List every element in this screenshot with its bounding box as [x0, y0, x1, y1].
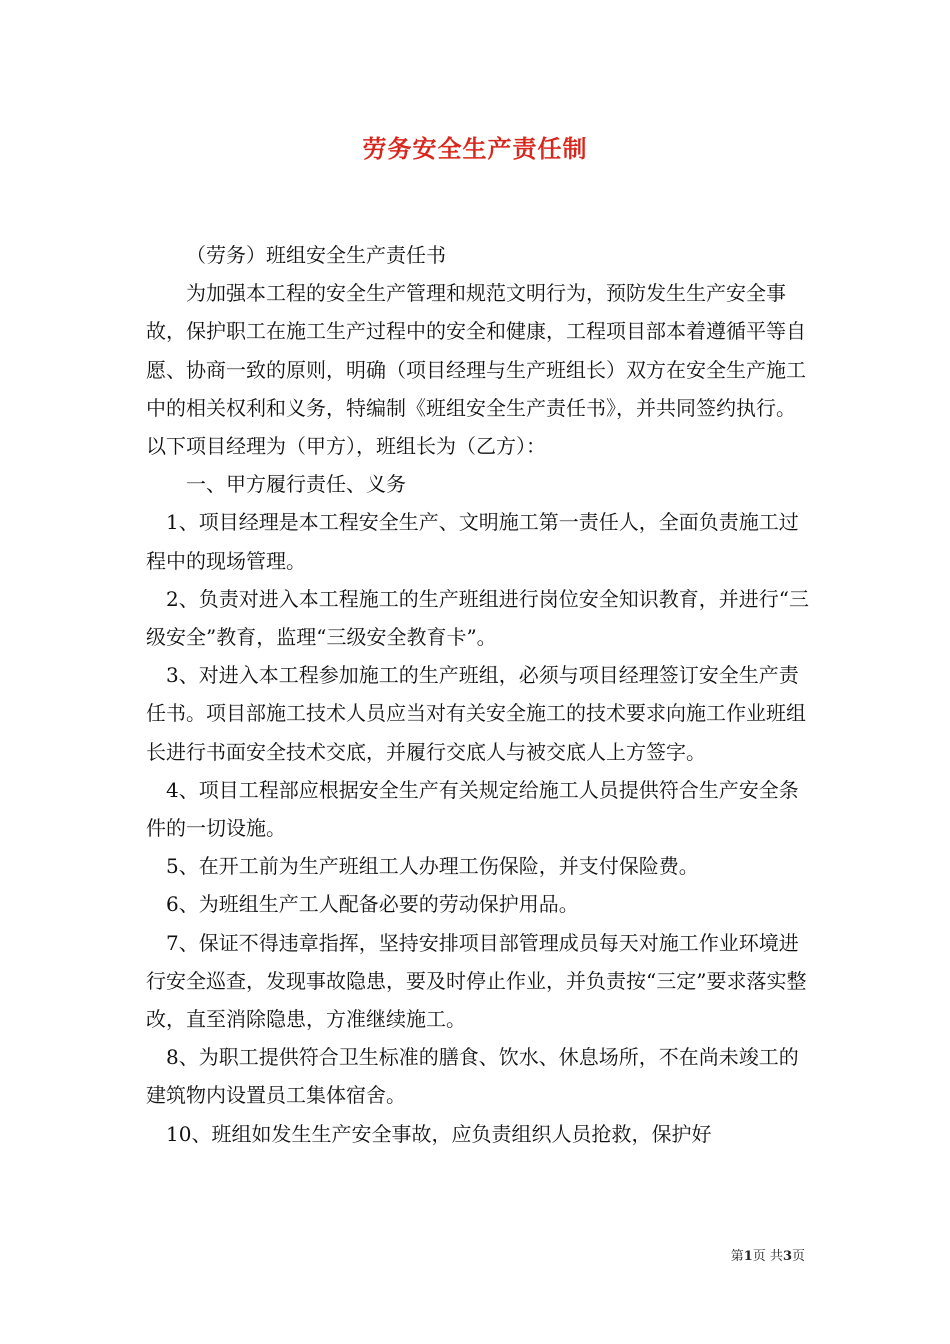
- paragraph-item-3: 3、对进入本工程参加施工的生产班组，必须与项目经理签订安全生产责任书。项目部施工技术人员应当对有关安全施工的技术要求向施工作业班组长进行书面安全技术交底，并履行交底人与被交底人上方签字。: [146, 663, 806, 764]
- current-page-number: 1: [743, 1249, 753, 1264]
- section-heading: 一、甲方履行责任、义务: [186, 472, 406, 497]
- footer-middle: 页 共: [752, 1249, 783, 1264]
- paragraph-item-5: 5、在开工前为生产班组工人办理工伤保险，并支付保险费。: [166, 854, 699, 879]
- footer-prefix: 第: [730, 1249, 744, 1264]
- paragraph-item-4: 4、项目工程部应根据安全生产有关规定给施工人员提供符合生产安全条件的一切设施。: [146, 777, 799, 841]
- paragraph-item-10: 10、班组如发生生产安全事故，应负责组织人员抢救，保护好: [166, 1121, 712, 1146]
- total-page-count: 3: [782, 1249, 792, 1264]
- paragraph-item-6: 6、为班组生产工人配备必要的劳动保护用品。: [166, 892, 579, 917]
- page-number-footer: [731, 1245, 805, 1264]
- document-body: [146, 236, 812, 1153]
- footer-suffix: 页: [791, 1249, 805, 1264]
- document-title: 劳务安全生产责任制: [362, 134, 588, 163]
- paragraph-subtitle: （劳务）班组安全生产责任书: [186, 243, 446, 267]
- paragraph-item-8: 8、为职工提供符合卫生标准的膳食、饮水、休息场所，不在尚未竣工的建筑物内设置员工集体宿舍。: [146, 1045, 799, 1108]
- paragraph-intro: 为加强本工程的安全生产管理和规范文明行为，预防发生生产安全事故，保护职工在施工生产过程中的安全和健康，工程项目部本着遵循平等自愿、协商一致的原则，明确（项目经理与生产班组长）双方在安全生产施工中的相关权利和义务，特编制《班组安全生产责任书》，并共同签约执行。以下项目经理为（甲方），班组长为（乙方）：: [146, 281, 806, 459]
- paragraph-item-7: 7、保证不得违章指挥，坚持安排项目部管理成员每天对施工作业环境进行安全巡查，发现事故隐患，要及时停止作业，并负责按“三定”要求落实整改，直至消除隐患，方准继续施工。: [146, 930, 807, 1032]
- paragraph-item-2: 2、负责对进入本工程施工的生产班组进行岗位安全知识教育，并进行“三级安全”教育，监理“三级安全教育卡”。: [146, 586, 809, 650]
- paragraph-item-1: 1、项目经理是本工程安全生产、文明施工第一责任人，全面负责施工过程中的现场管理。: [146, 510, 799, 573]
